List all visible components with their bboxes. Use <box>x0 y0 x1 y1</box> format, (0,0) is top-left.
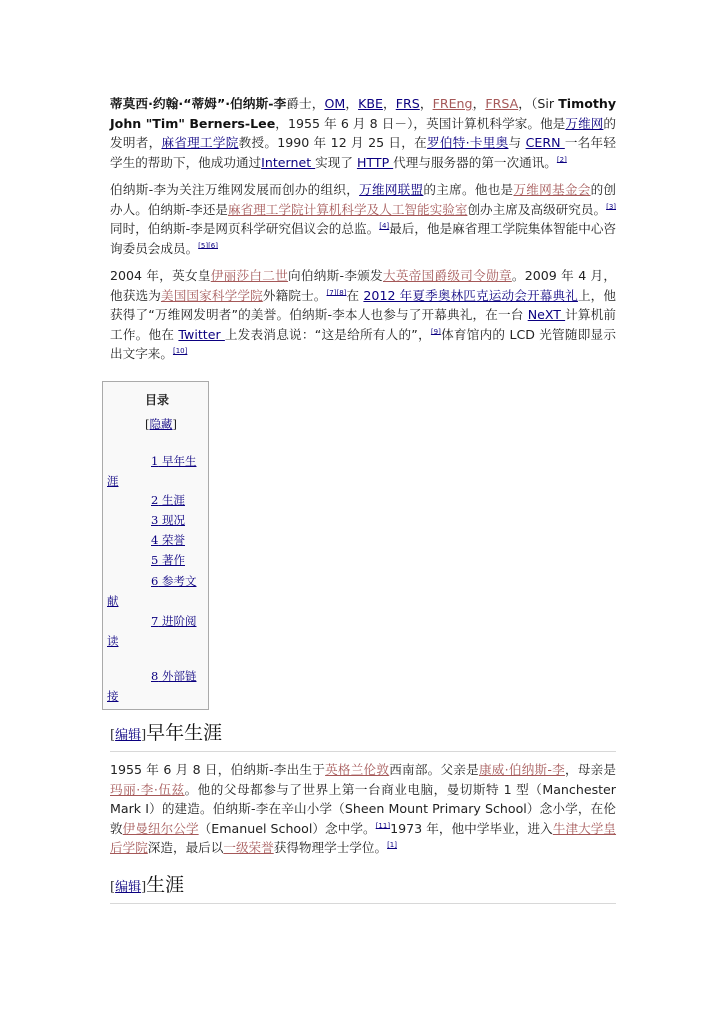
text: 1973 年，他中学毕业，进入 <box>390 820 553 836</box>
toc-item-current[interactable] <box>107 510 207 530</box>
honor-link-kbe[interactable]: KBE <box>358 96 383 111</box>
text: 的发明者， <box>110 115 617 150</box>
toc-item-external-links[interactable] <box>107 666 207 706</box>
text: 的主席。他也是 <box>423 182 514 197</box>
intro-paragraph-3 <box>110 266 616 364</box>
link-queens-college[interactable]: 牛津大学皇后学院 <box>110 820 617 855</box>
text: （Emanuel School）念中学。 <box>198 820 376 836</box>
link-twitter[interactable]: Twitter <box>178 326 225 342</box>
text: 2004 年，英女皇 <box>110 268 211 283</box>
text: （Sir <box>531 96 559 111</box>
toc-item-further-reading[interactable] <box>107 611 207 651</box>
text: 与 <box>508 135 526 150</box>
toc-number: 3 <box>151 513 159 527</box>
bracket: ] <box>141 880 147 895</box>
early-life-text <box>110 760 616 858</box>
toc-item-honors[interactable] <box>107 530 207 550</box>
toc-item-early-life[interactable] <box>107 451 207 491</box>
text: 深造，最后以 <box>147 840 224 855</box>
text: 上发表消息说：“这是给所有人的”， <box>224 326 431 342</box>
link-emanuel-school[interactable]: 伊曼纽尔公学 <box>122 820 199 836</box>
text: 。他的父母都参与了世界上第一台商业电脑，曼切斯特 1 型（Manchester Mark I）的建造。伯纳斯-李在辛山小学（Sheen Mount Primary School）念小学，在伦敦 <box>110 781 616 836</box>
link-mit[interactable]: 麻省理工学院 <box>161 135 239 150</box>
toc-number: 5 <box>151 553 159 567</box>
link-csail[interactable]: 麻省理工学院计算机科学及人工智能实验室 <box>227 201 468 217</box>
edit-section <box>110 880 146 895</box>
link-mother[interactable]: 玛丽·李·伍兹 <box>110 781 185 797</box>
citation-link[interactable]: [2] <box>556 155 567 164</box>
toc-number: 4 <box>151 533 159 547</box>
section-title: 早年生涯 <box>146 722 223 744</box>
intro-paragraph-2 <box>110 180 616 258</box>
toc-label-wrap: 涯 <box>107 474 119 488</box>
link-nas[interactable]: 美国国家科学学院 <box>160 287 263 303</box>
link-kbe-order[interactable]: 大英帝国爵级司令勋章 <box>383 268 512 283</box>
section-heading-early-life <box>110 718 616 752</box>
subject-name-en: Timothy John "Tim" Berners-Lee <box>110 96 617 131</box>
intro-paragraph-1: 蒂莫西·约翰·“蒂姆”·伯纳斯-李爵士，OM，KBE，FRS，FREng，FRSA，（Sir Timothy John "Tim" Berners-Lee，1955 年 6 月 8 日－），英国计算机科学家。他是万维网的发明者，麻省理工学院教授。1990 年 12 月 25 日，在罗伯特·卡里奥与 CERN 一名年轻学生的帮助下，他成功通过Internet 实现了 HTTP 代理与服务器的第一次通讯。[2] <box>110 96 617 170</box>
link-w3c[interactable]: 万维网联盟 <box>359 182 424 197</box>
subject-name-cn: 蒂莫西·约翰·“蒂姆”·伯纳斯-李 <box>110 96 287 111</box>
toc-label: 进阶阅 <box>161 614 197 628</box>
text: 外籍院士。 <box>262 287 327 303</box>
toc-number: 1 <box>151 454 159 468</box>
toc-item-references[interactable] <box>107 571 207 611</box>
section-heading-career <box>110 870 616 904</box>
toc-number: 6 <box>151 574 159 588</box>
bracket: [ <box>145 417 150 431</box>
toc-title: 目录 <box>145 393 170 407</box>
link-2012-olympics[interactable]: 2012 年夏季奥林匹克运动会开幕典礼 <box>363 287 578 303</box>
toc-toggle <box>145 416 177 432</box>
article-body <box>110 94 616 364</box>
citation-link[interactable]: [4] <box>379 221 390 230</box>
toc-label: 生涯 <box>161 493 185 507</box>
edit-section <box>110 728 146 743</box>
link-first-class-honours[interactable]: 一级荣誉 <box>223 840 274 855</box>
edit-link[interactable]: 编辑 <box>115 880 142 895</box>
text: 一名年轻学生的帮助下，他成功通过 <box>110 135 616 170</box>
bracket: [ <box>110 880 116 895</box>
toc-hide-link[interactable]: 隐藏 <box>149 417 173 431</box>
text: 的创办人。伯纳斯-李还是 <box>110 182 617 217</box>
toc-link[interactable] <box>107 493 185 507</box>
text: 。2009 年 4 月，他获选为 <box>110 268 617 303</box>
text: ，母亲是 <box>564 762 617 777</box>
link-internet[interactable]: Internet <box>261 154 316 170</box>
toc-number: 7 <box>151 614 159 628</box>
toc-label: 荣誉 <box>161 533 185 547</box>
toc-link[interactable] <box>107 669 196 703</box>
text: 计算机前工作。他在 <box>110 307 616 342</box>
toc-item-works[interactable] <box>107 550 207 570</box>
bracket: ] <box>172 417 177 431</box>
text: 代理与服务器的第一次通讯。 <box>393 154 557 170</box>
toc-label: 参考文 <box>161 574 197 588</box>
link-web-foundation[interactable]: 万维网基金会 <box>513 182 591 197</box>
citation-link[interactable]: [1] <box>387 840 397 849</box>
toc-link[interactable] <box>107 533 185 547</box>
citation-link[interactable]: [3] <box>606 202 617 211</box>
link-next[interactable]: NeXT <box>527 307 566 322</box>
honor-link-frs[interactable]: FRS <box>395 96 420 111</box>
text: 实现了 <box>315 154 357 170</box>
bracket: ] <box>141 728 147 743</box>
text: 1955 年 6 月 8 日，伯纳斯-李出生于 <box>110 762 326 777</box>
text: 伯纳斯-李为关注万维网发展而创办的组织， <box>110 182 360 197</box>
toc-number: 8 <box>151 669 159 683</box>
text: 同时，伯纳斯-李是网页科学研究倡议会的总监。 <box>110 221 380 236</box>
link-london[interactable]: 英格兰伦敦 <box>325 762 390 777</box>
text: 教授。1990 年 12 月 25 日，在 <box>238 135 428 150</box>
honor-link-freng[interactable]: FREng <box>432 96 473 111</box>
text: 西南部。父亲是 <box>389 762 479 777</box>
toc-number: 2 <box>151 493 159 507</box>
text: 获得物理学士学位。 <box>273 840 388 855</box>
toc-label-wrap: 献 <box>107 594 119 608</box>
link-world-wide-web[interactable]: 万维网 <box>565 115 604 131</box>
toc-link[interactable] <box>107 574 196 608</box>
citation-link[interactable]: [5][6] <box>198 241 218 250</box>
toc-label: 早年生 <box>161 454 197 468</box>
text: 最后，他是麻省理工学院集体智能中心咨询委员会成员。 <box>110 221 617 256</box>
citation-link[interactable]: [7][8] <box>326 288 347 297</box>
edit-link[interactable]: 编辑 <box>115 728 142 743</box>
early-life-paragraph <box>110 760 616 858</box>
toc-link[interactable] <box>107 454 196 488</box>
link-http[interactable]: HTTP <box>356 154 394 170</box>
link-father[interactable]: 康威·伯纳斯-李 <box>478 762 565 777</box>
toc-link[interactable] <box>107 553 185 567</box>
text: 上，他获得了“万维网发明者”的美誉。伯纳斯-李本人也参与了开幕典礼，在一台 <box>110 287 617 322</box>
text: 在 <box>346 287 364 303</box>
bracket: [ <box>110 728 116 743</box>
toc-label: 外部链 <box>161 669 197 683</box>
citation-link[interactable]: [11] <box>375 821 391 830</box>
link-robert-cailliau[interactable]: 罗伯特·卡里奥 <box>427 135 509 150</box>
toc-link[interactable] <box>107 513 185 527</box>
toc-label: 现况 <box>161 513 185 527</box>
table-of-contents <box>102 381 209 710</box>
text: 向伯纳斯-李颁发 <box>288 268 384 283</box>
text: ，1955 年 6 月 8 日－），英国计算机科学家。他是 <box>275 115 566 131</box>
toc-label-wrap: 读 <box>107 634 119 648</box>
toc-label: 著作 <box>161 553 185 567</box>
toc-link[interactable] <box>107 614 196 648</box>
subject-title: 爵士， <box>286 96 325 111</box>
text: 创办主席及高级研究员。 <box>467 201 607 217</box>
toc-label-wrap: 接 <box>107 689 119 703</box>
section-title: 生涯 <box>146 874 185 896</box>
citation-link[interactable]: [9] <box>430 327 441 336</box>
citation-link[interactable]: [10] <box>172 346 188 355</box>
link-queen-elizabeth[interactable]: 伊丽莎白二世 <box>210 268 289 283</box>
text: 体育馆内的 LCD 光管随即显示出文字来。 <box>110 326 616 361</box>
honor-link-frsa[interactable]: FRSA <box>485 96 519 111</box>
link-cern[interactable]: CERN <box>525 135 565 150</box>
toc-item-career[interactable] <box>107 490 207 510</box>
honor-link-om[interactable]: OM <box>324 96 346 111</box>
